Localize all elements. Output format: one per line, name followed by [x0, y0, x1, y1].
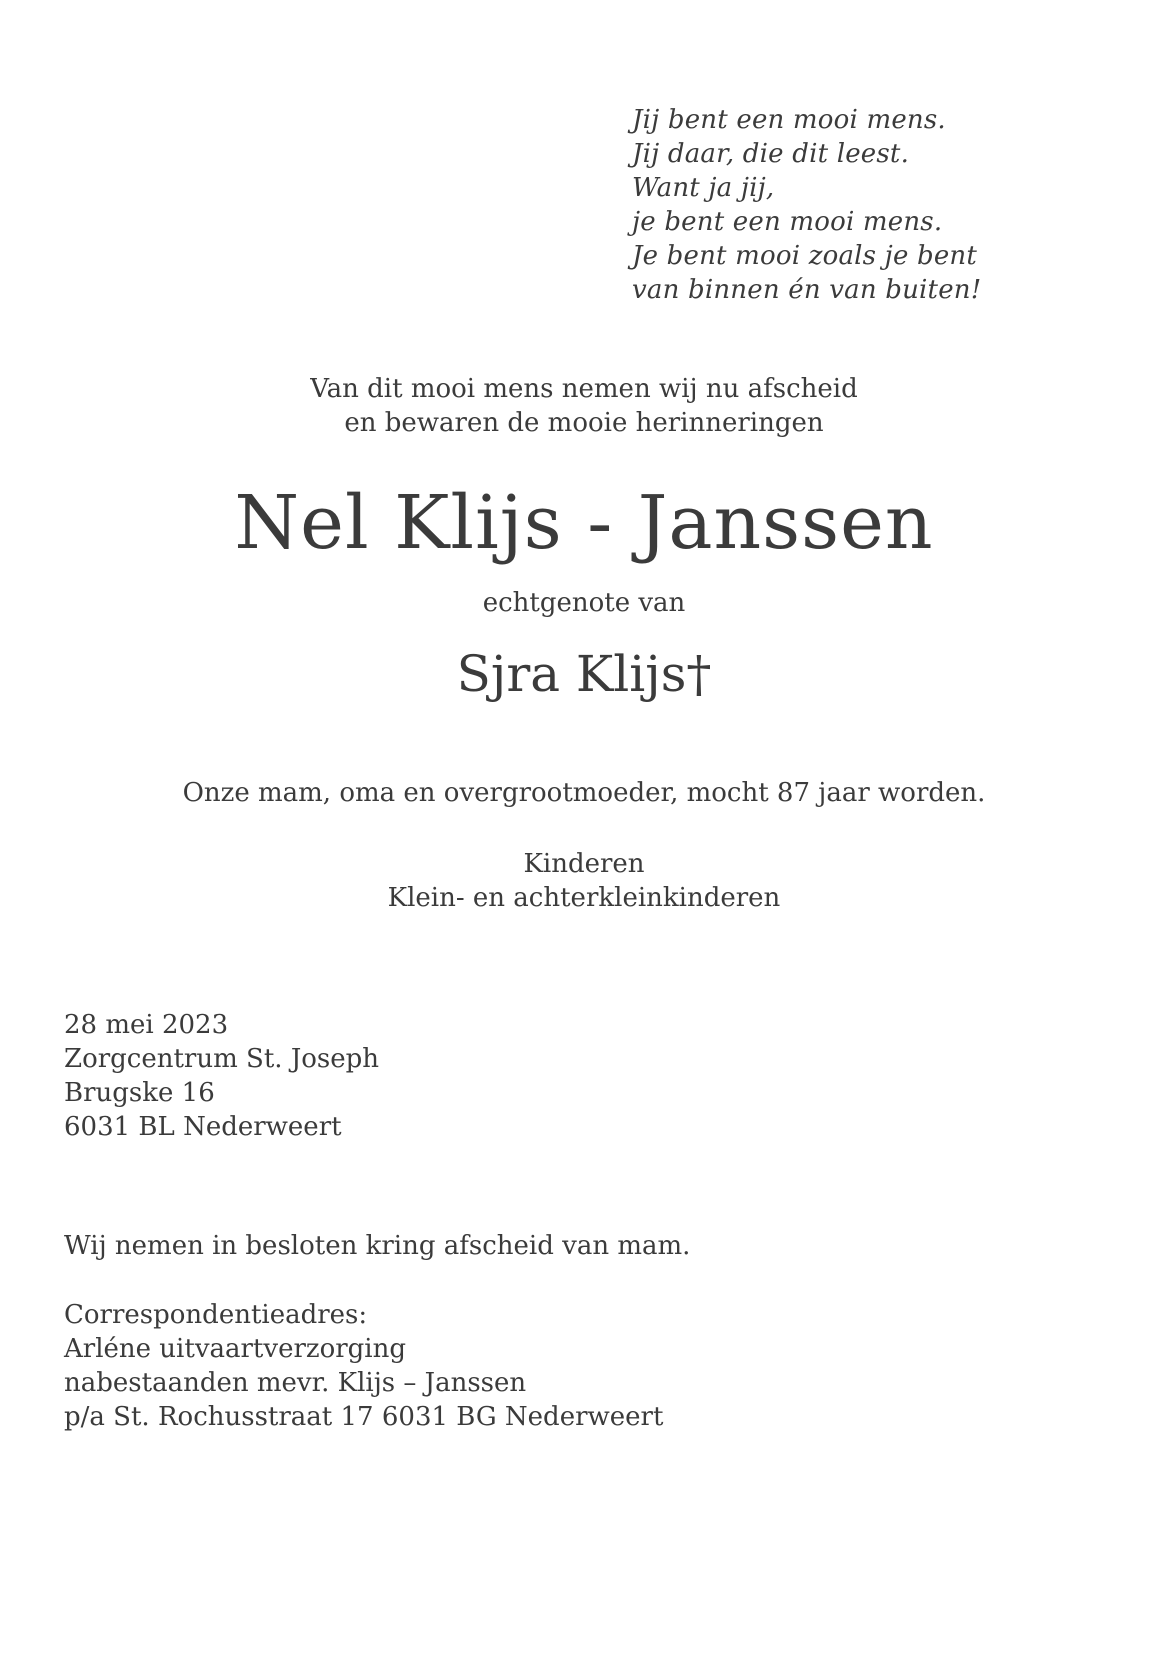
- correspondence-line: nabestaanden mevr. Klijs – Janssen: [64, 1368, 527, 1398]
- death-location: Zorgcentrum St. Joseph: [64, 1044, 380, 1074]
- intro-text: [0, 372, 1168, 440]
- deceased-name: Nel Klijs - Janssen: [234, 480, 934, 566]
- poem-line: Jij bent een mooi mens.: [632, 105, 946, 135]
- correspondence-line: p/a St. Rochusstraat 17 6031 BG Nederweert: [64, 1402, 664, 1432]
- poem-line: van binnen én van buiten!: [632, 275, 982, 305]
- death-street: Brugske 16: [64, 1078, 215, 1108]
- poem-line: Je bent mooi zoals je bent: [632, 241, 978, 271]
- correspondence-line: Arléne uitvaartverzorging: [64, 1334, 407, 1364]
- family-line: Klein- en achterkleinkinderen: [387, 883, 781, 913]
- correspondence-address: [64, 1298, 663, 1434]
- intro-line: en bewaren de mooie herinneringen: [344, 408, 824, 438]
- age-statement: Onze mam, oma en overgrootmoeder, mocht 87 jaar worden.: [182, 778, 986, 808]
- death-postal-city: 6031 BL Nederweert: [64, 1112, 342, 1142]
- poem-line: je bent een mooi mens.: [632, 207, 943, 237]
- poem-line: Want ja jij,: [632, 173, 775, 203]
- spouse-name: Sjra Klijs†: [456, 645, 712, 703]
- poem-line: Jij daar, die dit leest.: [632, 139, 910, 169]
- family-line: Kinderen: [523, 849, 645, 879]
- death-details: [64, 1008, 379, 1144]
- correspondence-heading: Correspondentieadres:: [64, 1300, 368, 1330]
- family-signatories: [0, 847, 1168, 915]
- death-date: 28 mei 2023: [64, 1010, 229, 1040]
- intro-line: Van dit mooi mens nemen wij nu afscheid: [310, 374, 858, 404]
- poem: [632, 103, 981, 307]
- farewell-statement: Wij nemen in besloten kring afscheid van mam.: [64, 1231, 691, 1261]
- relation-label: echtgenote van: [482, 588, 686, 618]
